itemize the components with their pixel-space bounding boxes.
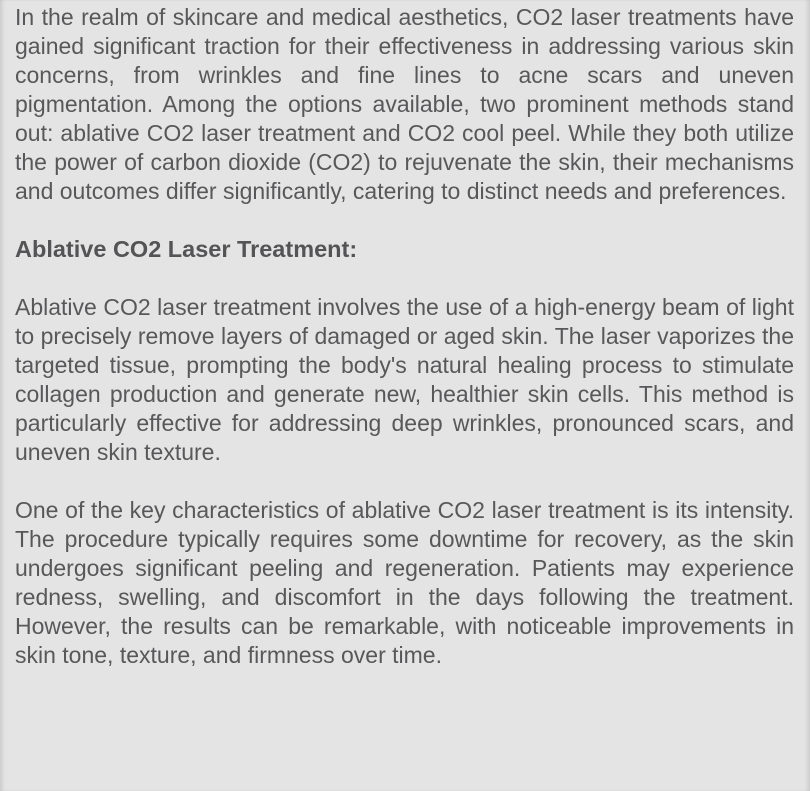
treatment-characteristics-paragraph: One of the key characteristics of ablative CO2 laser treatment is its intensity. The procedure typically requires some downtime for recovery, as the skin undergoes significant peeling and regeneration. Patients may experience redness, swelling, and discomfort in the days following the treatment. However, the results can be remarkable, with noticeable improvements in skin tone, texture, and firmness over time. bbox=[15, 497, 794, 668]
ablative-treatment-paragraph: Ablative CO2 laser treatment involves the use of a high-energy beam of light to precisely remove layers of damaged or aged skin. The laser vaporizes the targeted tissue, prompting the body's natural healing process to stimulate collagen production and generate new, healthier skin cells. This method is particularly effective for addressing deep wrinkles, pronounced scars, and uneven skin texture. bbox=[15, 294, 794, 465]
intro-paragraph: In the realm of skincare and medical aesthetics, CO2 laser treatments have gained significant traction for their effectiveness in addressing various skin concerns, from wrinkles and fine lines to acne scars and uneven pigmentation. Among the options available, two prominent methods stand out: ablative CO2 laser treatment and CO2 cool peel. While they both utilize the power of carbon dioxide (CO2) to rejuvenate the skin, their mechanisms and outcomes differ significantly, catering to distinct needs and preferences. bbox=[15, 4, 794, 204]
section-heading-ablative-co2: Ablative CO2 Laser Treatment: bbox=[15, 236, 358, 262]
